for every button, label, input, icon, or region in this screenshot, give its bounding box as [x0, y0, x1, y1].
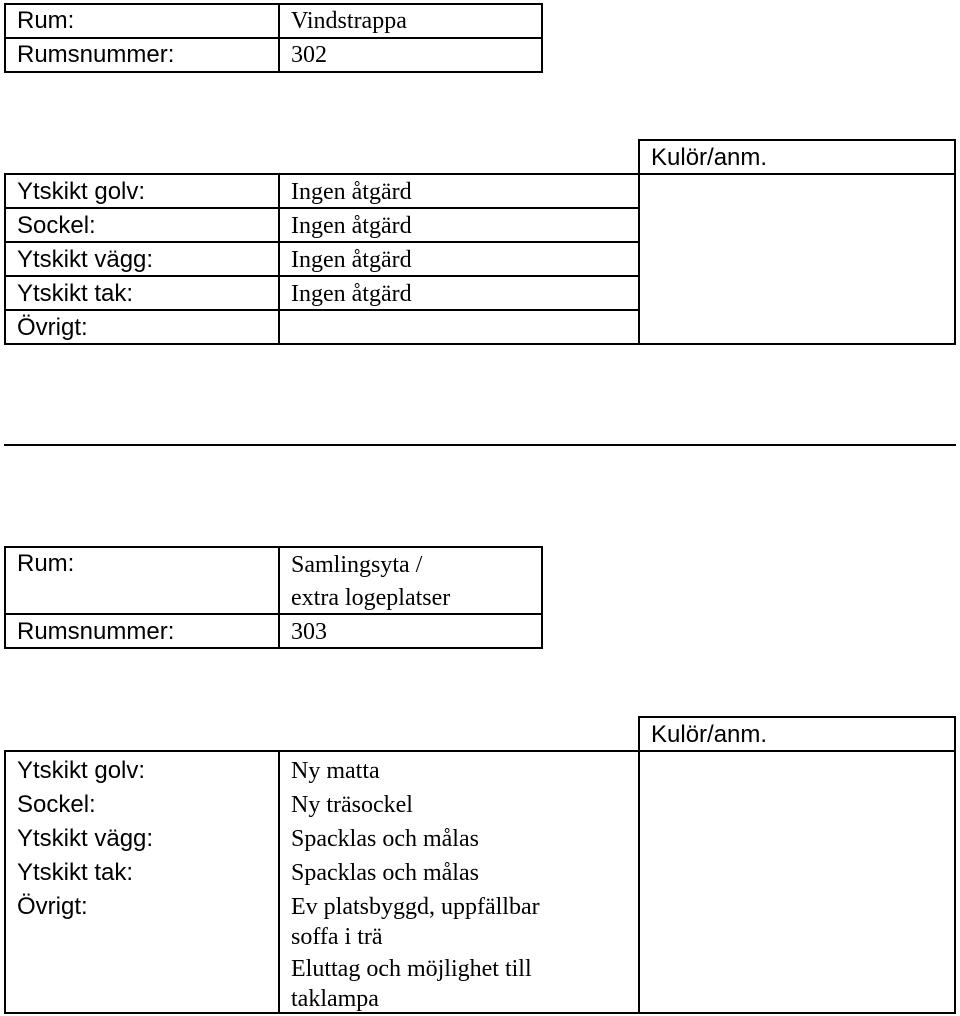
- section-divider: [4, 444, 956, 446]
- skirting-label: Sockel:: [17, 791, 96, 818]
- color-note-header: Kulör/anm.: [651, 144, 768, 171]
- ceiling-finish-value: Ingen åtgärd: [291, 281, 412, 307]
- floor-finish-value: Ny matta: [291, 758, 380, 784]
- other-label: Övrigt:: [17, 893, 88, 920]
- skirting-value: Ingen åtgärd: [291, 213, 412, 239]
- skirting-value: Ny träsockel: [291, 792, 413, 818]
- room-label: Rum:: [17, 550, 75, 577]
- ceiling-finish-label: Ytskikt tak:: [17, 859, 134, 886]
- ceiling-finish-value: Spacklas och målas: [291, 860, 479, 886]
- color-note-header: Kulör/anm.: [651, 721, 768, 748]
- room-number: 303: [291, 619, 327, 645]
- other-value-line4: taklampa: [291, 986, 379, 1012]
- other-label: Övrigt:: [17, 314, 88, 341]
- other-value-line3: Eluttag och möjlighet till: [291, 956, 532, 982]
- floor-finish-label: Ytskikt golv:: [17, 757, 146, 784]
- room-number-label: Rumsnummer:: [17, 41, 175, 68]
- other-value-line2: soffa i trä: [291, 924, 383, 950]
- room-label: Rum:: [17, 7, 75, 34]
- room-name-line1: Samlingsyta /: [291, 552, 423, 578]
- other-value-line1: Ev platsbyggd, uppfällbar: [291, 894, 540, 920]
- floor-finish-value: Ingen åtgärd: [291, 179, 412, 205]
- wall-finish-label: Ytskikt vägg:: [17, 825, 154, 852]
- wall-finish-value: Ingen åtgärd: [291, 247, 412, 273]
- room-name-line2: extra logeplatser: [291, 585, 451, 611]
- room-number: 302: [291, 42, 327, 68]
- floor-finish-label: Ytskikt golv:: [17, 178, 146, 205]
- room-name: Vindstrappa: [291, 8, 407, 34]
- room-number-label: Rumsnummer:: [17, 618, 175, 645]
- skirting-label: Sockel:: [17, 212, 96, 239]
- ceiling-finish-label: Ytskikt tak:: [17, 280, 134, 307]
- wall-finish-value: Spacklas och målas: [291, 826, 479, 852]
- wall-finish-label: Ytskikt vägg:: [17, 246, 154, 273]
